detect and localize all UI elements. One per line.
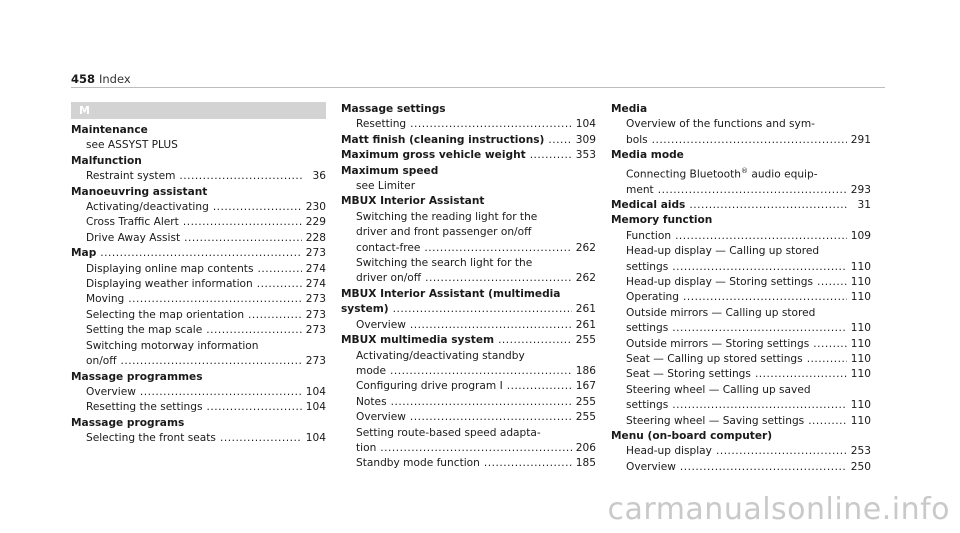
index-entry-line: Overview of the functions and sym- [626, 118, 815, 131]
index-heading: Manoeuvring assistant [71, 185, 208, 198]
index-entry: driver on/off ..... 262 [341, 271, 596, 286]
index-entry-line: Connecting Bluetooth® audio equip- [626, 166, 818, 181]
header-divider [71, 87, 885, 88]
index-entry: Standby mode function ..... 185 [341, 456, 596, 471]
page-number: 458 [71, 72, 96, 86]
index-entry: on/off ..... 273 [71, 354, 326, 369]
index-entry: Operating ..... 110 [611, 290, 871, 305]
index-heading: Media [611, 103, 648, 115]
index-entry: Seat — Calling up stored settings ..... 110 [611, 352, 871, 367]
index-heading: Media mode [611, 149, 684, 162]
index-entry-line: Head-up display — Calling up stored [626, 245, 820, 258]
index-heading: Memory function [611, 214, 713, 227]
index-entry: contact-free ..... 262 [341, 241, 596, 256]
index-heading-entry: Map ..... 273 [71, 246, 326, 261]
index-entry: Function ..... 109 [611, 229, 871, 244]
index-entry: settings ..... 110 [611, 321, 871, 336]
page-section-label: Index [99, 72, 131, 86]
index-heading: Malfunction [71, 154, 142, 167]
see-reference: see ASSYST PLUS [86, 139, 178, 152]
index-entry: Restraint system ..... 36 [71, 169, 326, 184]
index-heading: Massage settings [341, 103, 446, 115]
see-reference: see Limiter [356, 180, 416, 193]
index-entry: Activating/deactivating ..... 230 [71, 200, 326, 215]
index-entry: tion ..... 206 [341, 441, 596, 456]
index-entry: Seat — Storing settings ..... 110 [611, 367, 871, 382]
index-entry: Moving ..... 273 [71, 292, 326, 307]
index-entry: Head-up display ..... 253 [611, 444, 871, 459]
index-entry: settings ..... 110 [611, 260, 871, 275]
registered-mark: ® [740, 166, 748, 175]
index-entry-line: Setting route-based speed adapta- [356, 426, 541, 439]
index-entry: Drive Away Assist ..... 228 [71, 231, 326, 246]
index-entry-line: Switching the reading light for the [356, 210, 538, 223]
index-heading-entry: MBUX multimedia system ..... 255 [341, 333, 596, 348]
index-heading-entry: Medical aids ..... 31 [611, 198, 871, 213]
index-entry: Displaying online map contents ..... 274 [71, 262, 326, 277]
index-entry-line: driver and front passenger on/off [356, 226, 532, 239]
index-entry: Configuring drive program I ..... 167 [341, 379, 596, 394]
index-entry: settings ..... 110 [611, 398, 871, 413]
index-entry: ment ..... 293 [611, 183, 871, 198]
index-heading: Maintenance [71, 124, 148, 136]
index-entry: Resetting the settings ..... 104 [71, 400, 326, 415]
index-entry: Overview ..... 255 [341, 410, 596, 425]
index-entry-line: Outside mirrors — Calling up stored [626, 306, 816, 319]
watermark: carmanualsonline.info [607, 492, 950, 527]
index-entry: Resetting ..... 104 [341, 117, 596, 132]
index-entry: Selecting the map orientation ..... 273 [71, 308, 326, 323]
index-entry: Steering wheel — Saving settings ..... 110 [611, 414, 871, 429]
index-entry: bols ..... 291 [611, 133, 871, 148]
index-entry-line: Switching the search light for the [356, 257, 533, 270]
index-entry: Overview ..... 250 [611, 460, 871, 475]
index-entry: Selecting the front seats ..... 104 [71, 431, 326, 446]
index-entry: Outside mirrors — Storing settings ..... 110 [611, 337, 871, 352]
index-heading: Massage programs [71, 416, 185, 429]
index-entry-line: Activating/deactivating standby [356, 349, 525, 362]
index-entry: Overview ..... 261 [341, 318, 596, 333]
index-entry: Head-up display — Storing settings ..... 110 [611, 275, 871, 290]
section-letter-bar: M [71, 102, 326, 119]
index-heading: Massage programmes [71, 370, 203, 383]
index-heading-entry: Maximum gross vehicle weight ..... 353 [341, 148, 596, 163]
index-column-1 [71, 102, 326, 447]
index-heading: Menu (on-board computer) [611, 430, 773, 443]
index-heading-entry: Matt finish (cleaning instructions) ..... 309 [341, 133, 596, 148]
index-entry: Cross Traffic Alert ..... 229 [71, 215, 326, 230]
index-entry-line: Steering wheel — Calling up saved [626, 383, 811, 396]
index-heading: MBUX Interior Assistant (multimedia [341, 287, 561, 300]
index-entry: Notes ..... 255 [341, 395, 596, 410]
index-entry-line: Switching motorway information [86, 339, 259, 352]
index-heading-entry: system) ..... 261 [341, 302, 596, 317]
index-entry: mode ..... 186 [341, 364, 596, 379]
index-column-3 [611, 102, 871, 475]
index-column-2 [341, 102, 596, 472]
index-entry: Setting the map scale ..... 273 [71, 323, 326, 338]
index-entry: Overview ..... 104 [71, 385, 326, 400]
index-entry: Displaying weather information ..... 274 [71, 277, 326, 292]
index-heading: MBUX Interior Assistant [341, 195, 485, 208]
index-heading: Maximum speed [341, 164, 439, 177]
